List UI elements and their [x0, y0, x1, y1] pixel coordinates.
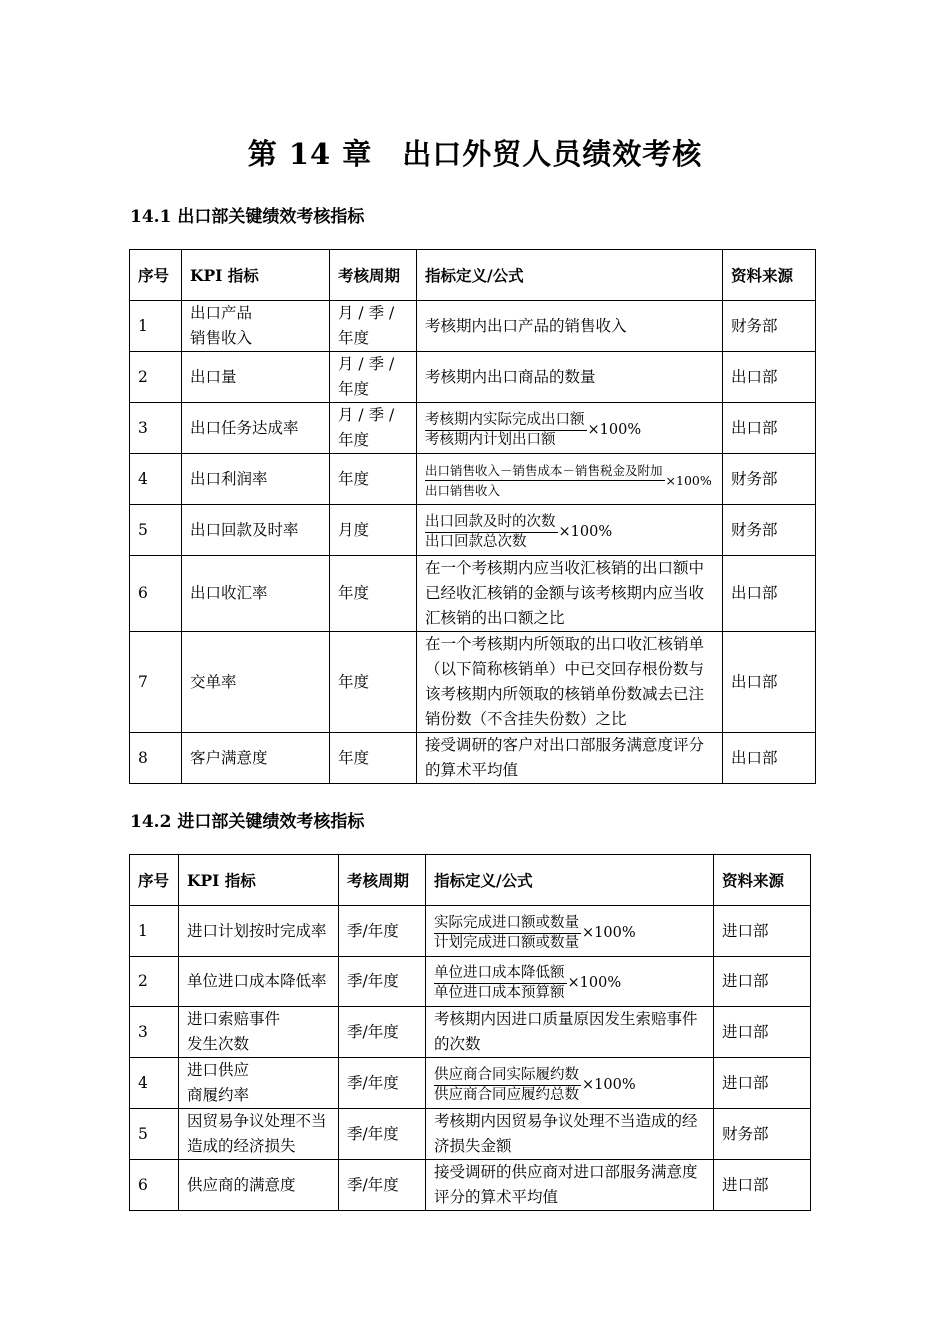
formula-multiplier: ×100% [665, 473, 712, 488]
data-source: 财务部 [723, 454, 816, 505]
data-source: 财务部 [714, 1109, 811, 1160]
data-source: 进口部 [714, 957, 811, 1007]
data-source: 进口部 [714, 1058, 811, 1109]
definition-cell: 考核期内出口产品的销售收入 [417, 301, 723, 352]
kpi-name: 出口收汇率 [182, 556, 330, 632]
col-header-no: 序号 [130, 855, 179, 906]
formula-numerator: 出口回款及时的次数 [425, 513, 558, 533]
formula-numerator: 单位进口成本降低额 [434, 964, 567, 984]
assessment-period: 年度 [330, 556, 417, 632]
export-kpi-table-body [130, 250, 816, 784]
definition-cell [426, 957, 714, 1007]
formula-numerator: 供应商合同实际履约数 [434, 1066, 581, 1086]
import-kpi-table-body [130, 855, 811, 1211]
table-row [130, 301, 816, 352]
formula-denominator: 出口回款总次数 [425, 533, 527, 550]
assessment-period: 年度 [330, 733, 417, 784]
kpi-name: 进口计划按时完成率 [179, 906, 339, 957]
data-source: 进口部 [714, 1007, 811, 1058]
kpi-name: 出口产品 销售收入 [182, 301, 330, 352]
col-header-definition: 指标定义/公式 [417, 250, 723, 301]
kpi-name: 出口任务达成率 [182, 403, 330, 454]
col-header-definition: 指标定义/公式 [426, 855, 714, 906]
definition-cell [417, 454, 723, 505]
formula-denominator: 单位进口成本预算额 [434, 985, 565, 1001]
table-row [130, 1160, 811, 1211]
export-kpi-table [129, 249, 816, 784]
assessment-period: 月 / 季 / 年度 [330, 301, 417, 352]
assessment-period: 季/年度 [339, 1058, 426, 1109]
assessment-period: 月 / 季 / 年度 [330, 352, 417, 403]
kpi-name: 进口供应 商履约率 [179, 1058, 339, 1109]
definition-cell: 考核期内因进口质量原因发生索赔事件的次数 [426, 1007, 714, 1058]
header-row [130, 855, 811, 906]
assessment-period: 年度 [330, 454, 417, 505]
col-header-source: 资料来源 [714, 855, 811, 906]
data-source: 出口部 [723, 556, 816, 632]
data-source: 出口部 [723, 403, 816, 454]
row-number: 2 [130, 957, 179, 1007]
assessment-period: 年度 [330, 632, 417, 733]
row-number: 4 [130, 1058, 179, 1109]
table-row [130, 556, 816, 632]
formula [425, 513, 612, 552]
formula [425, 411, 641, 450]
row-number: 8 [130, 733, 182, 784]
kpi-name: 因贸易争议处理不当造成的经济损失 [179, 1109, 339, 1160]
assessment-period: 季/年度 [339, 1160, 426, 1211]
kpi-name: 单位进口成本降低率 [179, 957, 339, 1007]
fraction [434, 1066, 581, 1105]
kpi-name: 交单率 [182, 632, 330, 733]
data-source: 财务部 [723, 301, 816, 352]
col-header-no: 序号 [130, 250, 182, 301]
definition-cell: 考核期内因贸易争议处理不当造成的经济损失金额 [426, 1109, 714, 1160]
fraction [425, 513, 558, 552]
col-header-kpi: KPI 指标 [182, 250, 330, 301]
fraction [425, 411, 587, 450]
col-header-period: 考核周期 [339, 855, 426, 906]
data-source: 出口部 [723, 352, 816, 403]
kpi-name: 出口量 [182, 352, 330, 403]
col-header-source: 资料来源 [723, 250, 816, 301]
kpi-name: 出口利润率 [182, 454, 330, 505]
table-row [130, 957, 811, 1007]
formula-multiplier: ×100% [587, 421, 642, 438]
table-row [130, 1007, 811, 1058]
formula [425, 461, 712, 500]
formula [434, 1066, 636, 1105]
formula-denominator: 考核期内计划出口额 [425, 431, 556, 448]
row-number: 1 [130, 301, 182, 352]
table-row [130, 906, 811, 957]
row-number: 5 [130, 1109, 179, 1160]
definition-cell [426, 906, 714, 957]
formula [434, 914, 636, 953]
assessment-period: 季/年度 [339, 1007, 426, 1058]
kpi-name: 出口回款及时率 [182, 505, 330, 556]
kpi-name: 供应商的满意度 [179, 1160, 339, 1211]
section-heading-import: 14.2 进口部关键绩效考核指标 [130, 812, 365, 832]
data-source: 出口部 [723, 733, 816, 784]
row-number: 7 [130, 632, 182, 733]
formula-numerator: 实际完成进口额或数量 [434, 914, 581, 934]
row-number: 3 [130, 403, 182, 454]
formula-denominator: 计划完成进口额或数量 [434, 934, 579, 951]
table-row [130, 1109, 811, 1160]
row-number: 6 [130, 556, 182, 632]
kpi-name: 进口索赔事件 发生次数 [179, 1007, 339, 1058]
assessment-period: 季/年度 [339, 957, 426, 1007]
table-row [130, 403, 816, 454]
definition-cell [426, 1058, 714, 1109]
fraction [434, 964, 567, 1003]
definition-cell: 接受调研的客户对出口部服务满意度评分的算术平均值 [417, 733, 723, 784]
col-header-kpi: KPI 指标 [179, 855, 339, 906]
definition-cell: 考核期内出口商品的数量 [417, 352, 723, 403]
definition-cell: 接受调研的供应商对进口部服务满意度评分的算术平均值 [426, 1160, 714, 1211]
kpi-name: 客户满意度 [182, 733, 330, 784]
assessment-period: 月 / 季 / 年度 [330, 403, 417, 454]
chapter-title: 第 14 章 出口外贸人员绩效考核 [247, 137, 703, 171]
data-source: 出口部 [723, 632, 816, 733]
table-row [130, 1058, 811, 1109]
section-heading-export: 14.1 出口部关键绩效考核指标 [130, 207, 365, 227]
formula-multiplier: ×100% [582, 924, 636, 941]
formula-multiplier: ×100% [582, 1076, 636, 1093]
fraction [434, 914, 581, 953]
assessment-period: 月度 [330, 505, 417, 556]
formula-multiplier: ×100% [558, 523, 613, 540]
formula-denominator: 供应商合同应履约总数 [434, 1086, 579, 1103]
col-header-period: 考核周期 [330, 250, 417, 301]
row-number: 4 [130, 454, 182, 505]
row-number: 3 [130, 1007, 179, 1058]
assessment-period: 季/年度 [339, 906, 426, 957]
formula-denominator: 出口销售收入 [425, 483, 501, 498]
formula [434, 964, 621, 1003]
header-row [130, 250, 816, 301]
row-number: 5 [130, 505, 182, 556]
table-row [130, 733, 816, 784]
formula-multiplier: ×100% [567, 975, 622, 991]
row-number: 1 [130, 906, 179, 957]
data-source: 进口部 [714, 1160, 811, 1211]
definition-cell: 在一个考核期内所领取的出口收汇核销单（以下简称核销单）中已交回存根份数与该考核期内所领取的核销单份数减去已注销份数（不含挂失份数）之比 [417, 632, 723, 733]
table-row [130, 505, 816, 556]
table-row [130, 352, 816, 403]
table-row [130, 632, 816, 733]
formula-numerator: 出口销售收入－销售成本－销售税金及附加 [425, 461, 665, 481]
definition-cell [417, 403, 723, 454]
definition-cell: 在一个考核期内应当收汇核销的出口额中已经收汇核销的金额与该考核期内应当收汇核销的出口额之比 [417, 556, 723, 632]
formula-numerator: 考核期内实际完成出口额 [425, 411, 587, 431]
import-kpi-table [129, 854, 811, 1211]
row-number: 2 [130, 352, 182, 403]
data-source: 财务部 [723, 505, 816, 556]
definition-cell [417, 505, 723, 556]
fraction [425, 461, 665, 500]
data-source: 进口部 [714, 906, 811, 957]
assessment-period: 季/年度 [339, 1109, 426, 1160]
table-row [130, 454, 816, 505]
row-number: 6 [130, 1160, 179, 1211]
